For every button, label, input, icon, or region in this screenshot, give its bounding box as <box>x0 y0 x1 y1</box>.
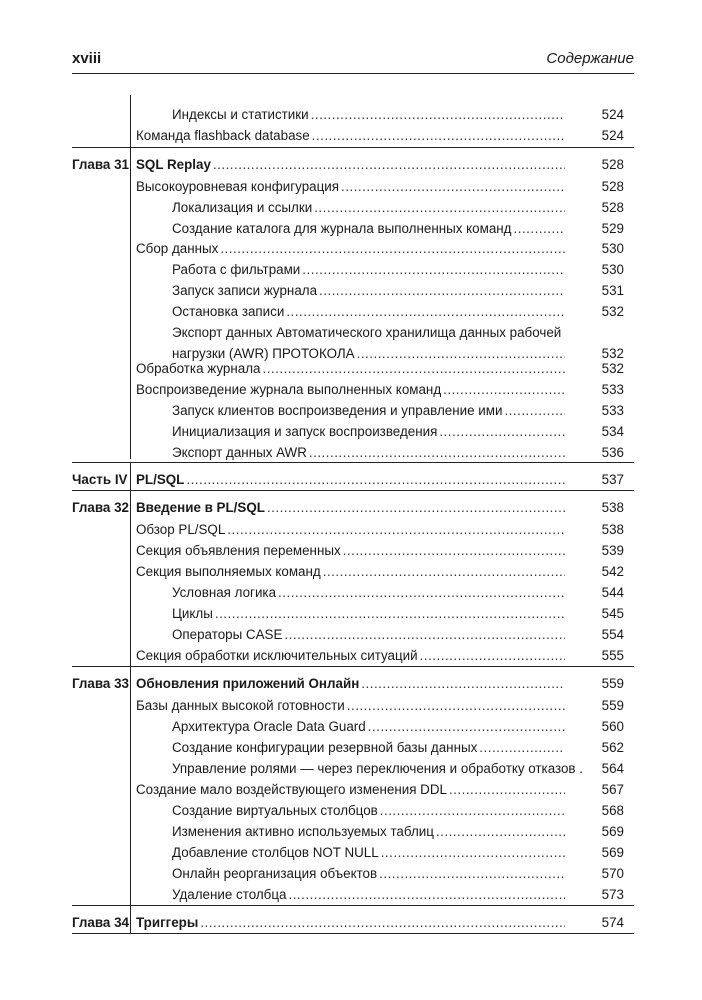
toc-entry[interactable] <box>0 624 702 645</box>
toc-entry[interactable] <box>0 779 702 800</box>
dot-leader <box>288 884 565 905</box>
entry-title: Секция объявления переменных <box>136 543 341 558</box>
toc-entry[interactable] <box>0 758 702 779</box>
toc-entry[interactable] <box>0 603 702 624</box>
entry-title: Инициализация и запуск воспроизведения <box>172 424 438 439</box>
entry-title: Секция обработки исключительных ситуаций <box>136 648 418 663</box>
entry-title: Изменения активно используемых таблиц <box>172 824 434 839</box>
entry-leader <box>172 737 565 758</box>
page-ref: 562 <box>601 740 624 755</box>
entry-leader <box>136 154 565 175</box>
chapter-label: Глава 33 <box>72 676 129 691</box>
page-ref: 554 <box>601 627 624 642</box>
entry-title: Создание каталога для журнала выполненных команд <box>172 221 512 236</box>
entry-title: Запуск записи журнала <box>172 283 318 298</box>
entry-leader <box>172 197 565 218</box>
dot-leader <box>439 421 565 442</box>
dot-leader <box>312 125 565 146</box>
page-ref: 564 <box>601 761 624 776</box>
page-ref: 559 <box>601 698 624 713</box>
page-number: xviii <box>72 50 102 67</box>
page-ref: 537 <box>601 472 624 487</box>
section-rule <box>72 933 634 934</box>
entry-leader <box>172 280 565 301</box>
entry-title: Создание виртуальных столбцов <box>172 803 378 818</box>
entry-title: Запуск клиентов воспроизведения и управление ими <box>172 403 503 418</box>
toc-entry[interactable] <box>0 176 702 197</box>
section-vline <box>130 905 131 933</box>
entry-leader <box>136 645 565 666</box>
dot-leader <box>361 673 565 694</box>
entry-title: Секция выполняемых команд <box>136 564 321 579</box>
page-ref: 539 <box>601 543 624 558</box>
entry-title: Локализация и ссылки <box>172 200 313 215</box>
section-vline <box>130 95 131 147</box>
toc-entry[interactable] <box>0 800 702 821</box>
entry-title: Онлайн реорганизация объектов <box>172 866 378 881</box>
dot-leader <box>302 259 565 280</box>
entry-title: нагрузки (AWR) ПРОТОКОЛА <box>172 346 355 361</box>
chapter-entry[interactable] <box>0 154 702 175</box>
dot-leader <box>311 104 565 125</box>
dot-leader <box>449 779 565 800</box>
page-ref: 524 <box>601 107 624 122</box>
toc-entry[interactable] <box>0 863 702 884</box>
dot-leader <box>443 379 565 400</box>
page-ref: 538 <box>601 522 624 537</box>
section-rule <box>72 490 634 491</box>
entry-leader <box>136 238 565 259</box>
toc-entry[interactable] <box>0 716 702 737</box>
entry-title: Архитектура Oracle Data Guard <box>172 719 366 734</box>
chapter-label: Глава 34 <box>72 915 129 930</box>
entry-leader <box>172 400 565 421</box>
dot-leader <box>323 561 565 582</box>
page-ref: 532 <box>601 346 624 361</box>
entry-title: Базы данных высокой готовности <box>136 698 345 713</box>
toc-entry[interactable] <box>0 301 702 322</box>
toc-entry[interactable] <box>0 737 702 758</box>
dot-leader <box>309 442 565 463</box>
toc-entry[interactable] <box>0 884 702 905</box>
page-ref: 560 <box>601 719 624 734</box>
section-vline <box>130 462 131 490</box>
chapter-entry[interactable] <box>0 673 702 694</box>
dot-leader <box>262 358 565 379</box>
toc-entry[interactable] <box>0 280 702 301</box>
page-ref: 528 <box>601 200 624 215</box>
entry-title: Циклы <box>172 606 213 621</box>
section-vline <box>130 666 131 905</box>
page-ref: 555 <box>601 648 624 663</box>
toc-entry[interactable] <box>0 400 702 421</box>
page-ref: 574 <box>601 915 624 930</box>
running-title: Содержание <box>546 50 634 67</box>
chapter-entry[interactable] <box>0 469 702 490</box>
toc-entry[interactable] <box>0 645 702 666</box>
chapter-label: Глава 31 <box>72 157 129 172</box>
page-ref: 570 <box>601 866 624 881</box>
entry-leader <box>172 821 565 842</box>
entry-title: Сбор данных <box>136 241 219 256</box>
page-ref: 532 <box>601 361 624 376</box>
entry-title: Создание мало воздействующего изменения DDL <box>136 782 447 797</box>
dot-leader <box>379 863 565 884</box>
entry-title: Высокоуровневая конфигурация <box>136 179 340 194</box>
toc-entry[interactable] <box>0 821 702 842</box>
dot-leader <box>286 301 565 322</box>
entry-leader <box>172 442 565 463</box>
section-rule <box>72 462 634 463</box>
entry-leader <box>172 624 565 645</box>
dot-leader <box>479 737 565 758</box>
page-ref: 529 <box>601 221 624 236</box>
dot-leader <box>381 842 565 863</box>
toc-entry[interactable] <box>0 561 702 582</box>
entry-leader <box>172 218 565 239</box>
entry-leader <box>172 259 565 280</box>
page-ref: 545 <box>601 606 624 621</box>
dot-leader <box>284 624 565 645</box>
entry-title: Индексы и статистики <box>172 107 309 122</box>
section-rule <box>72 666 634 667</box>
page-ref: 532 <box>601 304 624 319</box>
dot-leader <box>200 912 565 933</box>
entry-leader <box>172 884 565 905</box>
entry-leader <box>172 104 565 125</box>
chapter-label: Глава 32 <box>72 500 129 515</box>
page-ref: 567 <box>601 782 624 797</box>
page-ref: 528 <box>601 179 624 194</box>
page-ref: 569 <box>601 824 624 839</box>
entry-leader <box>136 469 565 490</box>
entry-title: Экспорт данных AWR <box>172 445 307 460</box>
toc-entry[interactable] <box>0 259 702 280</box>
dot-leader <box>314 197 565 218</box>
page-ref: 533 <box>601 382 624 397</box>
entry-title: Условная логика <box>172 585 277 600</box>
entry-title-line: Экспорт данных Автоматического хранилища данных рабочей <box>172 325 562 340</box>
page-ref: 544 <box>601 585 624 600</box>
page-ref: 568 <box>601 803 624 818</box>
toc-entry[interactable] <box>0 379 702 400</box>
toc-entry[interactable] <box>0 421 702 442</box>
dot-leader <box>420 645 565 666</box>
entry-title: Введение в PL/SQL <box>136 500 265 515</box>
entry-leader <box>136 176 565 197</box>
page-ref: 573 <box>601 887 624 902</box>
dot-leader <box>227 519 565 540</box>
page-ref: 531 <box>601 283 624 298</box>
entry-leader <box>136 673 565 694</box>
dot-leader <box>380 800 565 821</box>
dot-leader <box>436 821 565 842</box>
dot-leader <box>213 154 565 175</box>
entry-leader <box>136 540 565 561</box>
entry-leader <box>136 125 565 146</box>
dot-leader <box>347 695 565 716</box>
entry-leader <box>172 716 565 737</box>
page-ref: 559 <box>601 676 624 691</box>
entry-leader <box>172 800 565 821</box>
entry-leader <box>136 358 565 379</box>
page-ref: 530 <box>601 262 624 277</box>
page-ref: 542 <box>601 564 624 579</box>
entry-leader <box>136 497 565 518</box>
page-ref: 538 <box>601 500 624 515</box>
entry-title: Операторы CASE <box>172 627 283 642</box>
entry-title: Команда flashback database <box>136 128 310 143</box>
toc-entry[interactable] <box>0 218 702 239</box>
page-ref: 569 <box>601 845 624 860</box>
toc-entry[interactable] <box>0 540 702 561</box>
entry-title: Обновления приложений Онлайн <box>136 676 360 691</box>
entry-leader <box>136 912 565 933</box>
entry-title: Работа с фильтрами <box>172 262 301 277</box>
chapter-label: Часть IV <box>72 472 128 487</box>
entry-title: Управление ролями — через переключения и обработку отказов . <box>172 761 583 776</box>
entry-leader <box>172 301 565 322</box>
dot-leader <box>215 603 565 624</box>
dot-leader <box>368 716 565 737</box>
page-ref: 536 <box>601 445 624 460</box>
page-ref: 524 <box>601 128 624 143</box>
toc-entry[interactable] <box>0 842 702 863</box>
toc-entry[interactable] <box>0 582 702 603</box>
dot-leader <box>186 469 565 490</box>
dot-leader <box>220 238 565 259</box>
entry-leader <box>136 779 565 800</box>
page-ref: 528 <box>601 157 624 172</box>
dot-leader <box>267 497 565 518</box>
toc-entry[interactable] <box>0 197 702 218</box>
page-ref: 530 <box>601 241 624 256</box>
toc-entry[interactable] <box>0 358 702 379</box>
entry-title: Удаление столбца <box>172 887 287 902</box>
section-vline <box>130 490 131 666</box>
entry-leader <box>136 519 565 540</box>
toc-entry[interactable] <box>0 125 702 146</box>
entry-title: Обработка журнала <box>136 361 261 376</box>
entry-title: Добавление столбцов NOT NULL <box>172 845 379 860</box>
section-rule <box>72 905 634 906</box>
dot-leader <box>504 400 565 421</box>
dot-leader <box>278 582 565 603</box>
entry-title: Триггеры <box>136 915 199 930</box>
entry-title: Создание конфигурации резервной базы данных <box>172 740 478 755</box>
chapter-entry[interactable] <box>0 497 702 518</box>
entry-title: PL/SQL <box>136 472 185 487</box>
entry-leader <box>172 863 565 884</box>
dot-leader <box>514 218 566 239</box>
entry-leader <box>172 603 565 624</box>
entry-leader <box>172 842 565 863</box>
entry-title: Остановка записи <box>172 304 285 319</box>
dot-leader <box>343 540 565 561</box>
dot-leader <box>319 280 565 301</box>
entry-leader <box>172 758 583 779</box>
chapter-entry[interactable] <box>0 912 702 933</box>
dot-leader <box>341 176 565 197</box>
entry-leader <box>172 582 565 603</box>
page-ref: 533 <box>601 403 624 418</box>
entry-leader <box>136 379 565 400</box>
entry-title: Обзор PL/SQL <box>136 522 226 537</box>
toc-entry[interactable] <box>0 442 702 463</box>
toc-entry[interactable] <box>0 519 702 540</box>
entry-leader <box>136 561 565 582</box>
section-rule <box>72 147 634 148</box>
toc-entry[interactable] <box>0 695 702 716</box>
entry-title: Воспроизведение журнала выполненных команд <box>136 382 442 397</box>
toc-entry[interactable] <box>0 104 702 125</box>
page-ref: 534 <box>601 424 624 439</box>
entry-leader <box>172 421 565 442</box>
entry-title: SQL Replay <box>136 157 211 172</box>
entry-leader <box>136 695 565 716</box>
section-vline <box>130 147 131 459</box>
toc-entry[interactable] <box>0 238 702 259</box>
